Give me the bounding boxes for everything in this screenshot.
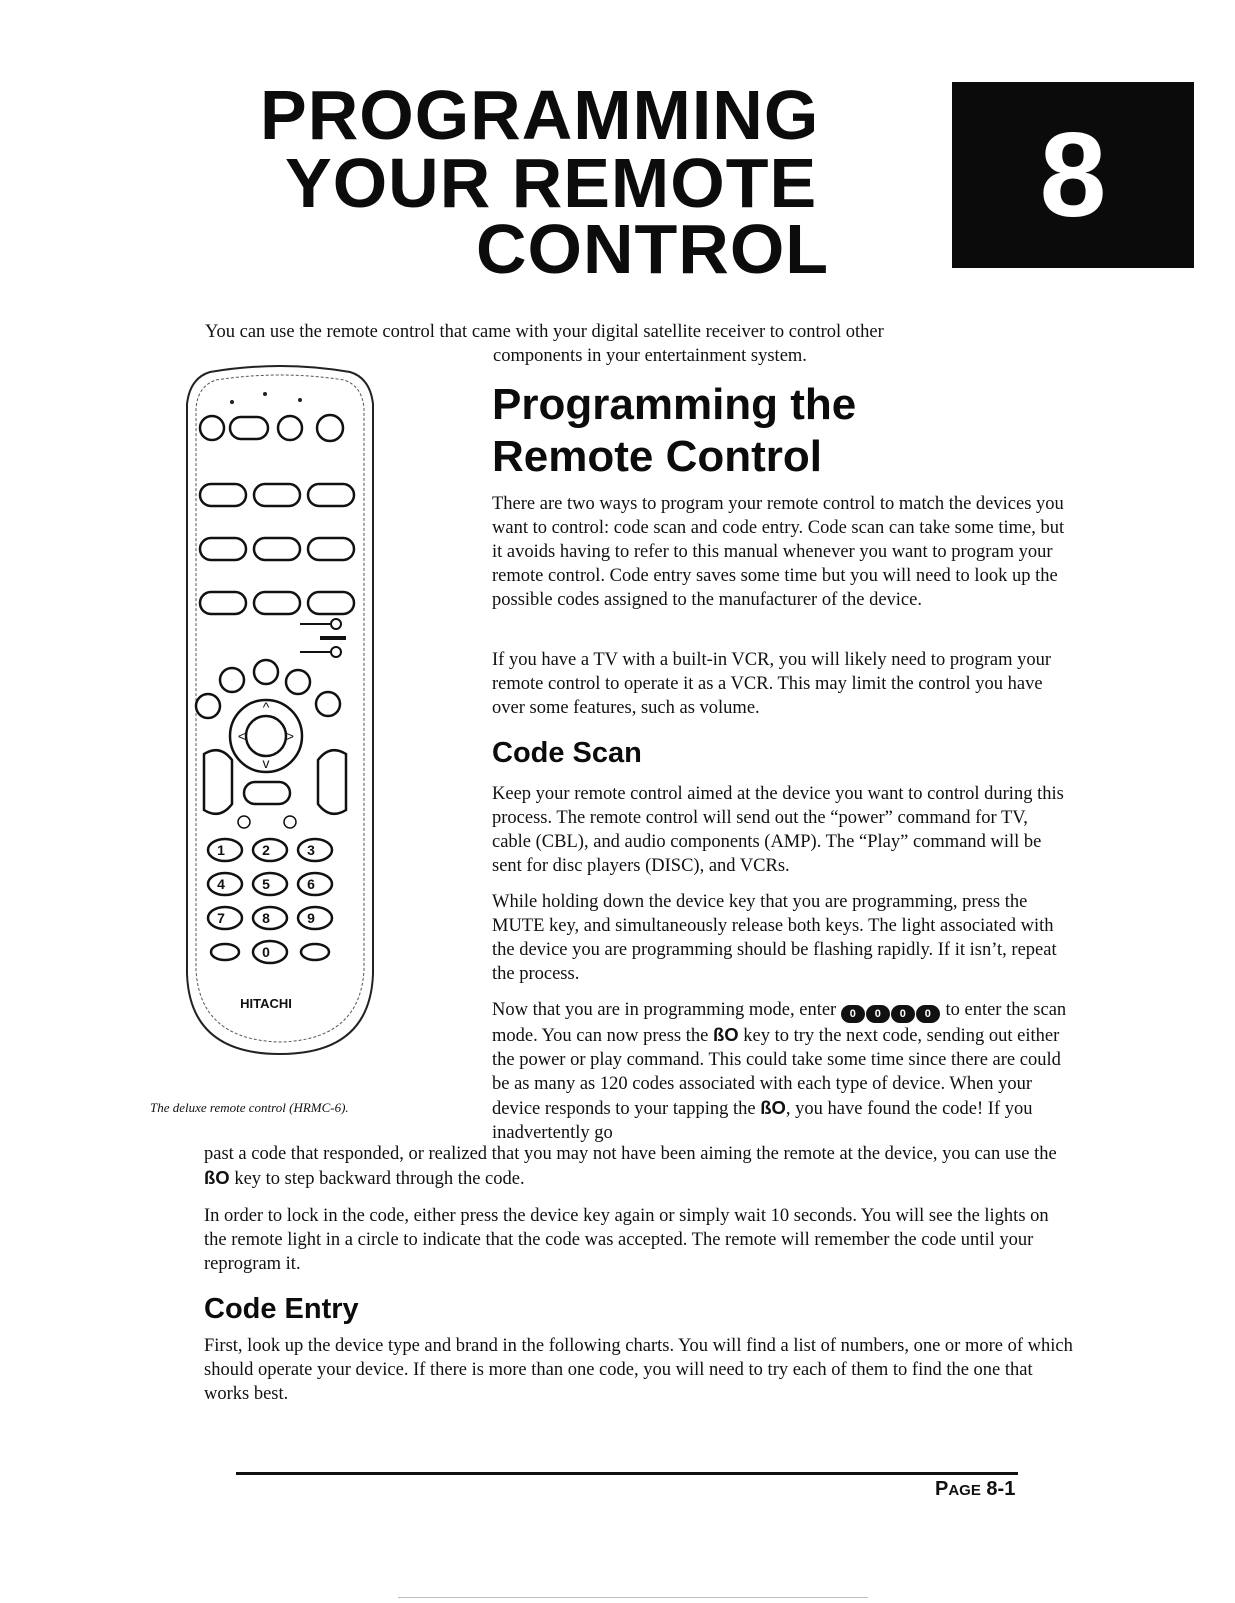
footer-rule [236, 1472, 1018, 1475]
select-key-icon: ßO [712, 1024, 739, 1045]
page-number-value: 8-1 [986, 1478, 1016, 1500]
svg-text:^: ^ [262, 699, 270, 715]
svg-text:>: > [285, 728, 295, 744]
bottom-edge-line [398, 1597, 868, 1598]
key-9: 9 [307, 910, 315, 926]
key-2: 2 [262, 842, 270, 858]
remote-control-illustration [170, 364, 390, 1084]
key-0: 0 [262, 944, 270, 960]
select-key-icon: ßO [204, 1167, 230, 1188]
paragraph-scan-mode [492, 998, 1072, 1145]
zero-key-icon: 0 [866, 1005, 890, 1023]
chapter-number-badge: 8 [952, 82, 1194, 268]
svg-text:v: v [262, 755, 270, 771]
zero-key-icon: 0 [891, 1005, 915, 1023]
key-8: 8 [262, 910, 270, 926]
page-number [935, 1478, 1015, 1501]
chapter-title-line-1: PROGRAMMING [260, 76, 820, 154]
scan-text-e: past a code that responded, or realized that you may not have been aiming the remote at the device, you can use the [204, 1144, 1057, 1164]
key-6: 6 [307, 876, 315, 892]
page-prefix: P [935, 1478, 949, 1500]
code-entry-heading: Code Entry [204, 1293, 359, 1325]
page-word-rest: AGE [948, 1482, 981, 1499]
figure-caption: The deluxe remote control (HRMC-6). [150, 1100, 349, 1115]
paragraph-lock-code: In order to lock in the code, either press the device key again or simply wait 10 seconds. You will see the lights on the remote light in a circle to indicate that the code was accepted. The remote will remember the code until your reprogram it. [204, 1206, 1049, 1274]
scan-text-c: key to try the next code, sending out either the power or play command. This could take some time since there are could be as many as 120 codes associated with each type of device. When your device responds to your tapping the [492, 1026, 1061, 1119]
key-5: 5 [262, 876, 270, 892]
chapter-title-line-3: CONTROL [476, 210, 830, 288]
zero-key-icon: 0 [841, 1005, 865, 1023]
scan-text-b: to enter the scan mode. You can now press the [492, 1000, 1067, 1046]
key-sequence [841, 1000, 941, 1020]
section-heading-line-2: Remote Control [492, 432, 822, 481]
intro-line-2: components in your entertainment system. [493, 346, 807, 366]
code-scan-heading: Code Scan [492, 737, 642, 769]
key-4: 4 [217, 876, 225, 892]
paragraph-programming-ways: There are two ways to program your remote control to match the devices you want to control: code scan and code entry. Code scan can take some time, but it avoids having to refer to this manual whenever you want to program your remote control. Code entry saves some time but you will need to look up the possible codes assigned to the manufacturer of the device. [492, 494, 1065, 610]
scan-text-d: , you have found the code! If you inadvertently go [492, 1099, 1033, 1143]
key-1: 1 [217, 842, 225, 858]
key-3: 3 [307, 842, 315, 858]
paragraph-step-backward [204, 1142, 1074, 1191]
zero-key-icon: 0 [916, 1005, 940, 1023]
scan-text-a: Now that you are in programming mode, enter [492, 1000, 837, 1020]
section-heading-line-1: Programming the [492, 380, 857, 429]
intro-line-1: You can use the remote control that came with your digital satellite receiver to control other [205, 322, 884, 342]
paragraph-mute-key: While holding down the device key that you are programming, press the MUTE key, and simultaneously release both keys. The light associated with the device you are programming should be flashing rapidly. If it isn’t, repeat the process. [492, 892, 1057, 984]
select-key-icon: ßO [760, 1097, 786, 1118]
paragraph-code-entry: First, look up the device type and brand in the following charts. You will find a list of numbers, one or more of which should operate your device. If there is more than one code, you will need to try each of them to find the one that works best. [204, 1336, 1073, 1404]
scan-text-f: key to step backward through the code. [234, 1169, 525, 1189]
svg-text:<: < [237, 728, 247, 744]
paragraph-tv-vcr: If you have a TV with a built-in VCR, you will likely need to program your remote control to operate it as a VCR. This may limit the control you have over some features, such as volume. [492, 650, 1052, 718]
paragraph-aim-remote: Keep your remote control aimed at the device you want to control during this process. The remote control will send out the “power” command for TV, cable (CBL), and audio components (AMP). The “Play” command will be sent for disc players (DISC), and VCRs. [492, 784, 1064, 876]
key-7: 7 [217, 910, 225, 926]
chapter-title-line-2: YOUR REMOTE [285, 144, 818, 222]
brand-logo: HITACHI [240, 996, 292, 1011]
